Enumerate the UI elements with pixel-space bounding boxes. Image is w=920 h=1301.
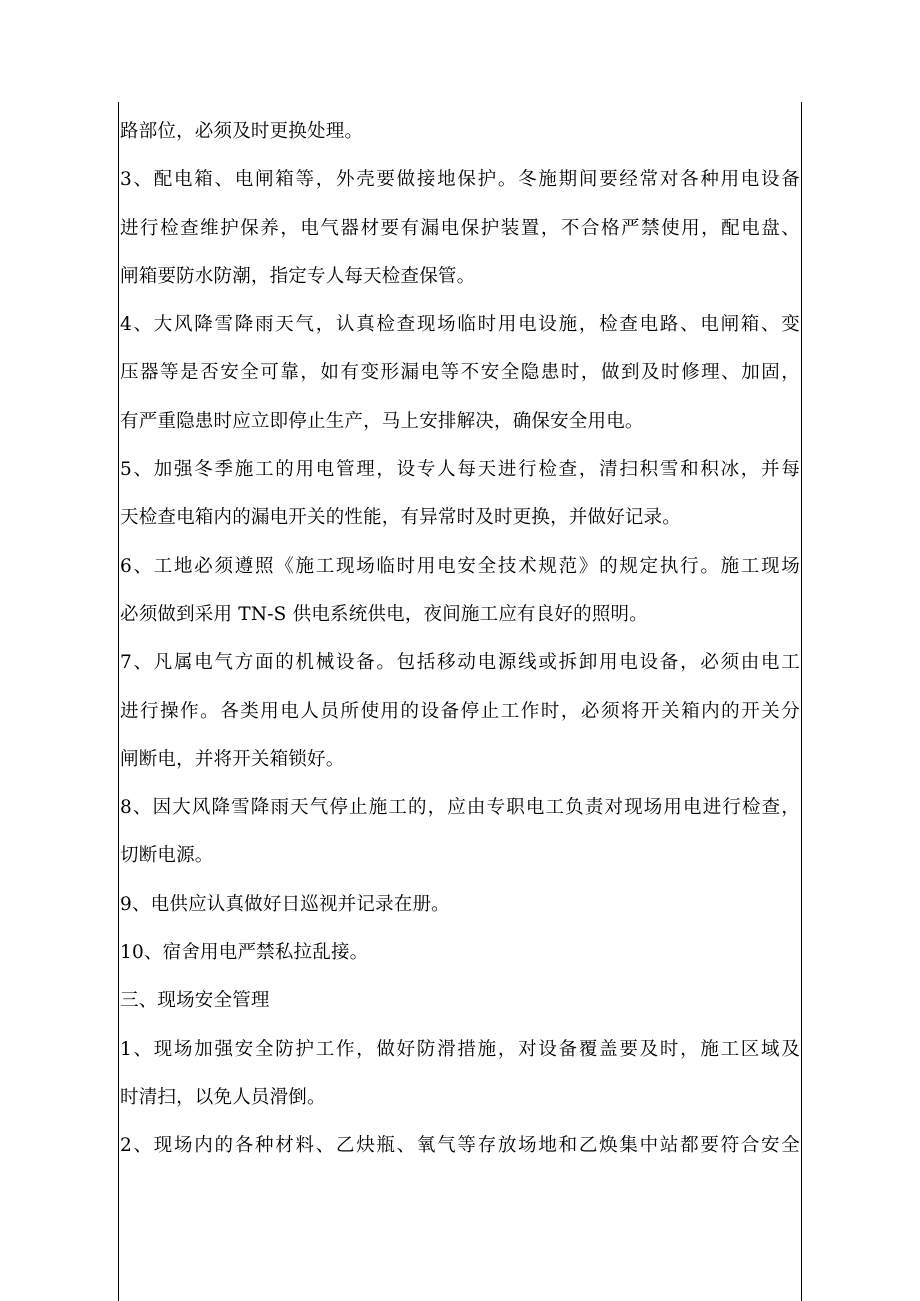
text-line: 3、配电箱、电闸箱等，外壳要做接地保护。冬施期间要经常对各种用电设备 <box>120 169 800 191</box>
text-line: 切断电源。 <box>120 845 214 867</box>
text-line: 三、现场安全管理 <box>120 990 270 1012</box>
text-line: 压器等是否安全可靠，如有变形漏电等不安全隐患时，做到及时修理、加固， <box>120 362 800 384</box>
text-line: 4、大风降雪降雨天气，认真检查现场临时用电设施，检查电路、电闸箱、变 <box>120 314 800 336</box>
text-line: 10、宿舍用电严禁私拉乱接。 <box>120 942 369 964</box>
text-line: 路部位，必须及时更换处理。 <box>120 121 364 142</box>
text-line: 7、凡属电气方面的机械设备。包括移动电源线或拆卸用电设备，必须由电工 <box>120 652 800 674</box>
text-line: 2、现场内的各种材料、乙炔瓶、氧气等存放场地和乙焕集中站都要符合安全 <box>120 1135 800 1157</box>
text-line: 6、工地必须遵照《施工现场临时用电安全技术规范》的规定执行。施工现场 <box>120 555 800 577</box>
text-line: 时清扫，以免人员滑倒。 <box>120 1086 326 1108</box>
text-line: 进行操作。各类用电人员所使用的设备停止工作时，必须将开关箱内的开关分 <box>120 700 800 722</box>
text-line: 有严重隐患时应立即停止生产，马上安排解决，确保安全用电。 <box>120 410 644 432</box>
text-line: 闸断电，并将开关箱锁好。 <box>120 748 345 770</box>
text-line: 8、因大风降雪降雨天气停止施工的，应由专职电工负责对现场用电进行检查， <box>120 797 800 819</box>
document-body <box>120 108 800 1171</box>
text-line: 天检查电箱内的漏电开关的性能，有异常时及时更换，并做好记录。 <box>120 507 682 529</box>
text-line: 闸箱要防水防潮，指定专人每天检查保管。 <box>120 265 476 287</box>
text-line: 1、现场加强安全防护工作，做好防滑措施，对设备覆盖要及时，施工区域及 <box>120 1038 800 1060</box>
text-line: 必须做到采用 TN-S 供电系统供电，夜间施工应有良好的照明。 <box>120 603 648 625</box>
text-line: 9、电供应认真做好日巡视并记录在册。 <box>120 893 450 915</box>
text-line: 进行检查维护保养，电气器材要有漏电保护装置，不合格严禁使用，配电盘、 <box>120 217 800 239</box>
text-line: 5、加强冬季施工的用电管理，设专人每天进行检查，清扫积雪和积冰，并每 <box>120 459 800 481</box>
